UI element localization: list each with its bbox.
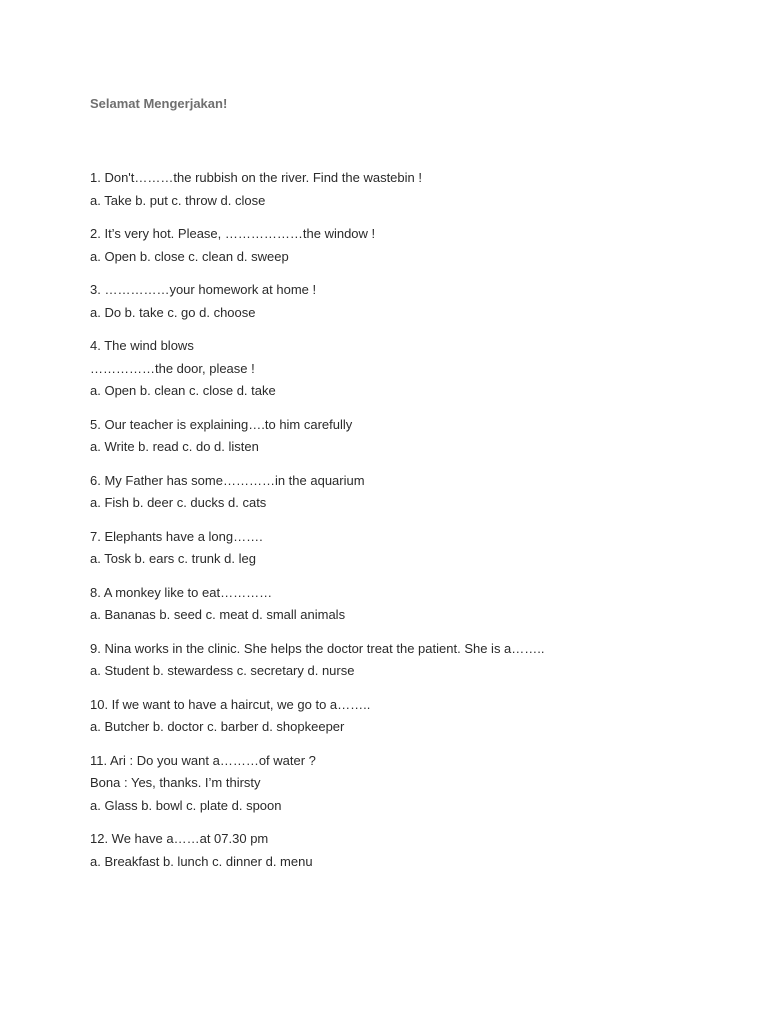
question-text: 5. Our teacher is explaining….to him carefully <box>90 416 353 432</box>
question-text: 12. We have a……at 07.30 pm <box>90 831 269 846</box>
question-item <box>90 828 730 873</box>
question-text: ……………the door, please ! <box>90 360 255 376</box>
answer-options: a. Tosk b. ears c. trunk d. leg <box>90 551 256 566</box>
question-text: 9. Nina works in the clinic. She helps the doctor treat the patient. She is a…….. <box>90 640 545 656</box>
question-item <box>90 167 730 212</box>
answer-options: a. Open b. clean c. close d. take <box>90 383 276 398</box>
question-item <box>90 470 730 515</box>
question-text: 8. A monkey like to eat………… <box>90 584 273 600</box>
question-item <box>90 279 730 324</box>
answer-options: a. Bananas b. seed c. meat d. small animals <box>90 607 346 622</box>
answer-options: a. Open b. close c. clean d. sweep <box>90 248 289 264</box>
answer-options: a. Glass b. bowl c. plate d. spoon <box>90 797 282 813</box>
page-heading: Selamat Mengerjakan! <box>90 96 228 111</box>
answer-options: a. Fish b. deer c. ducks d. cats <box>90 495 267 510</box>
question-list <box>90 167 730 884</box>
answer-options: a. Write b. read c. do d. listen <box>90 439 259 454</box>
question-text: 3. ……………your homework at home ! <box>90 282 317 297</box>
question-item <box>90 335 730 403</box>
question-text: 6. My Father has some…………in the aquarium <box>90 472 365 488</box>
question-text: 4. The wind blows <box>90 338 194 353</box>
answer-options: a. Butcher b. doctor c. barber d. shopkeeper <box>90 719 345 734</box>
question-text: 2. It’s very hot. Please, ………………the window ! <box>90 226 376 241</box>
answer-options: a. Do b. take c. go d. choose <box>90 304 256 320</box>
question-item <box>90 582 730 627</box>
answer-options: a. Breakfast b. lunch c. dinner d. menu <box>90 853 313 869</box>
answer-options: a. Student b. stewardess c. secretary d. nurse <box>90 663 355 678</box>
question-item <box>90 526 730 571</box>
question-text: 1. Don't………the rubbish on the river. Find the wastebin ! <box>90 170 422 185</box>
question-item <box>90 694 730 739</box>
question-text: 7. Elephants have a long……. <box>90 528 263 544</box>
question-text: Bona : Yes, thanks. I’m thirsty <box>90 775 261 790</box>
question-text: 11. Ari : Do you want a………of water ? <box>90 752 316 768</box>
question-item <box>90 638 730 683</box>
question-text: 10. If we want to have a haircut, we go to a…….. <box>90 696 371 712</box>
question-item <box>90 750 730 818</box>
question-item <box>90 223 730 268</box>
answer-options: a. Take b. put c. throw d. close <box>90 192 266 208</box>
question-item <box>90 414 730 459</box>
